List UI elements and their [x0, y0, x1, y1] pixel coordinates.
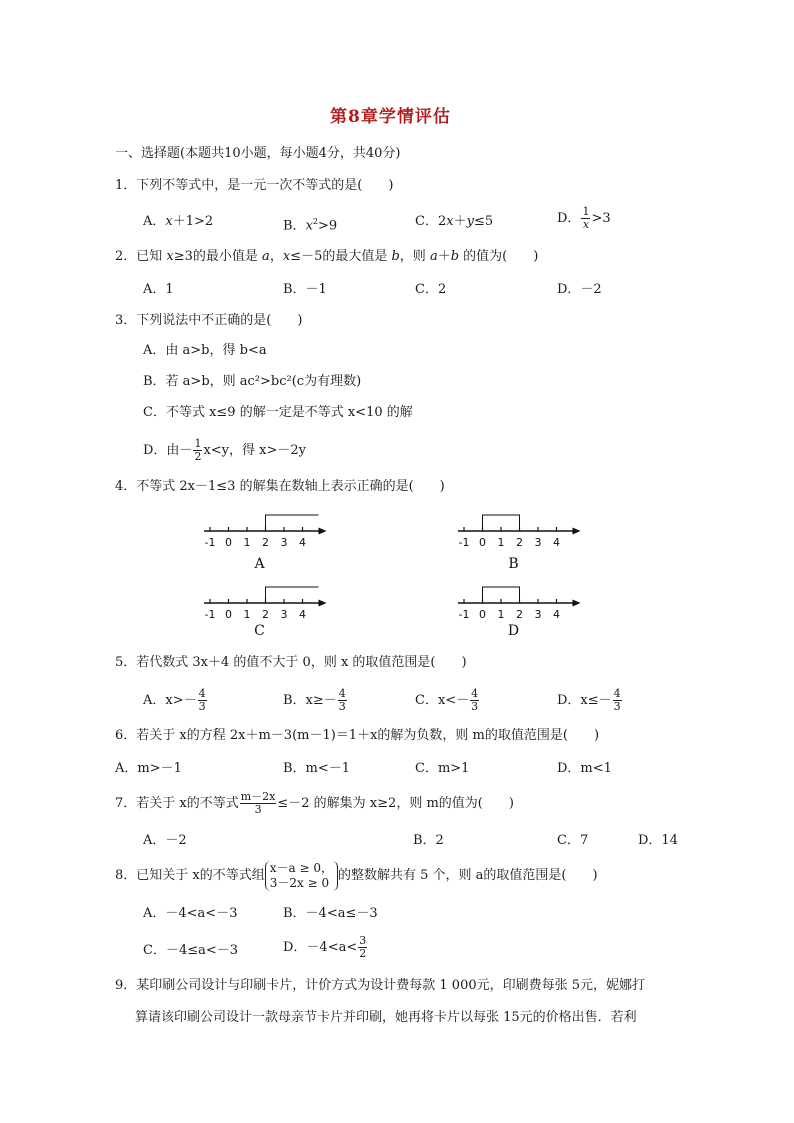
- tick-label: 3: [280, 536, 288, 549]
- tick-label: 1: [497, 536, 505, 549]
- q6-option-c: C．m>1: [415, 761, 470, 776]
- question-4-stem: 4．不等式 2x－1≤3 的解集在数轴上表示正确的是( ): [115, 479, 445, 494]
- q2-option-b: B．－1: [283, 282, 327, 297]
- tick-label: 1: [497, 608, 505, 621]
- question-1-stem: 1．下列不等式中，是一元一次不等式的是( ): [115, 178, 394, 193]
- q7-option-c: C．7: [557, 833, 589, 848]
- q5-option-d: D．x≤－ $\frac{4}{3}$: [557, 687, 621, 713]
- figure-label-C: C: [254, 623, 265, 639]
- q8-option-d: D．－4<a< $\frac{3}{2}$: [283, 934, 367, 960]
- tick-label: 0: [225, 536, 232, 549]
- axis-arrow-icon: [573, 600, 581, 607]
- tick-label: 0: [479, 536, 486, 549]
- q6-option-b: B．m<－1: [283, 761, 351, 776]
- q6-option-a: A．m>－1: [115, 761, 182, 776]
- q2-option-d: D．－2: [557, 282, 602, 297]
- tick-label: 3: [280, 608, 288, 621]
- q3-option-c: C．不等式 x≤9 的解一定是不等式 x<10 的解: [143, 405, 413, 420]
- tick-label: 0: [225, 608, 232, 621]
- tick-label: 4: [553, 536, 560, 549]
- tick-label: 2: [516, 608, 523, 621]
- tick-label: 1: [243, 536, 251, 549]
- question-2-stem: 2．已知 x≥3的最小值是 a，x≤－5的最大值是 b，则 a＋b 的值为( ): [115, 249, 539, 264]
- q8-option-c: C．－4≤a<－3: [143, 943, 239, 958]
- tick-label: 2: [262, 536, 269, 549]
- axis-arrow-icon: [319, 600, 327, 607]
- tick-label: -1: [204, 536, 216, 549]
- question-3-stem: 3．下列说法中不正确的是( ): [115, 313, 303, 328]
- tick-label: 2: [262, 608, 269, 621]
- q3-option-a: A．由 a>b，得 b<a: [143, 343, 267, 358]
- tick-label: 3: [534, 608, 542, 621]
- axis-arrow-icon: [573, 528, 581, 535]
- solution-bracket: [266, 515, 319, 531]
- q5-option-c: C．x<－ $\frac{4}{3}$: [415, 687, 479, 713]
- q8-option-b: B．－4<a≤－3: [283, 906, 378, 921]
- q1-option-c: C．2x＋y≤5: [415, 214, 494, 229]
- question-8-stem: 8．已知关于 x的不等式组 x－a ≥ 0， 3－2x ≥ 0 的整数解共有 5 个，则 a的取值范围是( ): [115, 860, 598, 890]
- tick-label: 1: [243, 608, 251, 621]
- q1-option-a: A．x＋1>2: [143, 214, 214, 229]
- axis-arrow-icon: [319, 528, 327, 535]
- figure-label-D: D: [507, 623, 520, 639]
- tick-label: 4: [299, 536, 306, 549]
- question-7-stem: 7．若关于 x的不等式 $\frac{m-2x}{3}$ ≤－2 的解集为 x≥2，则 m的值为( ): [115, 790, 514, 816]
- tick-label: -1: [458, 608, 470, 621]
- tick-label: 0: [479, 608, 486, 621]
- figure-label-B: B: [508, 556, 519, 572]
- page-title: 第8章学情评估: [330, 107, 451, 127]
- tick-label: 4: [553, 608, 560, 621]
- q2-option-c: C．2: [415, 282, 447, 297]
- tick-label: -1: [204, 608, 216, 621]
- q3-option-d: D．由－ $\frac{1}{2}$ x<y，得 x>－2y: [143, 437, 306, 463]
- q7-option-b: B．2: [413, 833, 444, 848]
- question-9-line-1: 9．某印刷公司设计与印刷卡片，计价方式为设计费每款 1 000元，印刷费每张 5元，妮娜打: [115, 978, 646, 993]
- tick-label: 2: [516, 536, 523, 549]
- q1-option-b: B．$x^2>9$: [283, 217, 338, 234]
- q7-option-d: D．14: [638, 833, 678, 848]
- section-heading: 一、选择题(本题共10小题，每小题4分，共40分): [115, 146, 401, 161]
- q2-option-a: A．1: [143, 282, 174, 297]
- tick-label: -1: [458, 536, 470, 549]
- question-9-line-2: 算请该印刷公司设计一款母亲节卡片并印刷，她再将卡片以每张 15元的价格出售．若利: [135, 1010, 637, 1025]
- tick-label: 3: [534, 536, 542, 549]
- figure-label-A: A: [254, 556, 265, 572]
- q1-option-d: D． $\frac{1}{x}$ >3: [557, 205, 611, 231]
- inequality-system: x－a ≥ 0， 3－2x ≥ 0: [265, 861, 338, 891]
- q3-option-b: B．若 a>b，则 ac²>bc²(c为有理数): [143, 374, 362, 389]
- q7-option-a: A．－2: [143, 833, 187, 848]
- q6-option-d: D．m<1: [557, 761, 612, 776]
- tick-label: 4: [299, 608, 306, 621]
- q5-option-b: B．x≥－ $\frac{4}{3}$: [283, 687, 346, 713]
- question-5-stem: 5．若代数式 3x＋4 的值不大于 0，则 x 的取值范围是( ): [115, 655, 467, 670]
- solution-bracket: [266, 587, 319, 603]
- q8-option-a: A．－4<a<－3: [143, 906, 238, 921]
- question-6-stem: 6．若关于 x的方程 2x＋m－3(m－1)＝1＋x的解为负数，则 m的取值范围是( ): [115, 728, 600, 743]
- q5-option-a: A．x>－ $\frac{4}{3}$: [143, 687, 206, 713]
